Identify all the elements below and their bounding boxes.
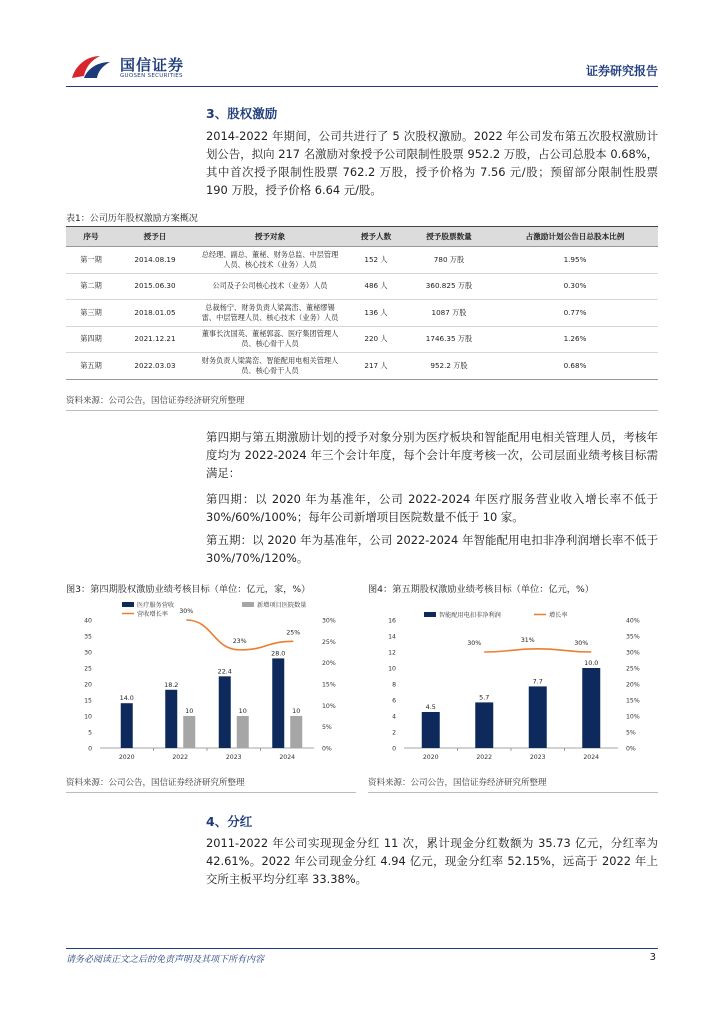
y2-tick-label: 10% xyxy=(322,702,336,710)
table-1-caption: 表1：公司历年股权激励方案概况 xyxy=(66,214,198,224)
y2-tick-label: 15% xyxy=(626,697,640,705)
bar-data-label: 22.4 xyxy=(217,667,232,676)
y2-tick-label: 25% xyxy=(322,638,336,646)
report-type: 证券研究报告 xyxy=(585,64,658,78)
section-3-title: 3、股权激励 xyxy=(206,106,278,121)
legend-label: 医疗服务营收 xyxy=(137,602,175,609)
figure-3-source-divider xyxy=(66,792,356,793)
line-data-label: 30% xyxy=(467,640,482,647)
y-tick-label: 20 xyxy=(84,681,92,689)
cell-object: 财务负责人梁嵩峦、智能配用电相关管理人员、核心骨干人员 xyxy=(194,353,346,380)
bar-data-label: 4.5 xyxy=(425,703,436,711)
bar-data-label: 10 xyxy=(185,707,194,715)
line-data-label: 30% xyxy=(574,640,589,647)
cell-shares: 360.825 万股 xyxy=(406,273,492,300)
legend-swatch xyxy=(122,602,134,607)
table-1-source: 资料来源：公司公告，国信证券经济研究所整理 xyxy=(66,396,245,406)
y-tick-label: 30 xyxy=(84,649,92,657)
footer-divider xyxy=(66,948,658,949)
y2-tick-label: 25% xyxy=(626,665,640,673)
cell-date: 2014.08.19 xyxy=(116,247,194,274)
bar-data-label: 28.0 xyxy=(271,649,286,658)
figure-4-source: 资料来源：公司公告，国信证券经济研究所整理 xyxy=(368,778,547,788)
y2-tick-label: 0% xyxy=(322,745,332,753)
header-divider xyxy=(66,86,658,87)
line-data-label: 25% xyxy=(286,629,301,637)
cell-count: 220 人 xyxy=(346,326,406,353)
bar xyxy=(237,716,249,748)
incentive-plan-table xyxy=(66,226,658,380)
section-3-paragraph: 2014-2022 年期间，公司共进行了 5 次股权激励。2022 年公司发布第五次股权激励计划公告，拟向 217 名激励对象授予公司限制性股票 952.2 万股，占公司总股本 0.68%，其中首次授予限制性股票 762.2 万股，授予价格为 7.56 元/股；预留部分限制性股票 190 万股，授予价格 6.64 元/股。 xyxy=(206,129,658,197)
page-header xyxy=(66,48,658,88)
bar-data-label: 18.2 xyxy=(164,680,179,689)
guosen-logo-icon xyxy=(70,52,112,82)
y-tick-label: 25 xyxy=(84,665,92,673)
bar-data-label: 7.7 xyxy=(532,677,543,686)
y-tick-label: 0 xyxy=(392,745,396,753)
company-name-cn: 国信证券 xyxy=(120,56,185,74)
cell-count: 217 人 xyxy=(346,353,406,380)
x-tick-label: 2020 xyxy=(118,754,135,761)
y-tick-label: 5 xyxy=(88,729,92,737)
cell-object: 董事长沈国英、董秘郭蕊、医疗集团管理人员、核心骨干人员 xyxy=(194,326,346,353)
y-tick-label: 16 xyxy=(388,617,396,625)
bar xyxy=(582,668,600,748)
y2-tick-label: 0% xyxy=(626,745,636,753)
cell-date: 2015.06.30 xyxy=(116,273,194,300)
cell-ratio: 1.95% xyxy=(492,247,658,274)
y2-tick-label: 40% xyxy=(626,617,640,625)
table-row xyxy=(66,273,658,300)
phase-4-paragraph: 第四期：以 2020 年为基准年，公司 2022-2024 年医疗服务营业收入增长率不低于 30%/60%/100%；每年公司新增项目医院数量不低于 10 家。 xyxy=(206,492,658,524)
figure-4-source-divider xyxy=(368,792,658,793)
cell-shares: 1746.35 万股 xyxy=(406,326,492,353)
cell-date: 2018.01.05 xyxy=(116,300,194,327)
cell-count: 136 人 xyxy=(346,300,406,327)
disclaimer-text: 请务必阅读正文之后的免责声明及其项下所有内容 xyxy=(66,955,265,965)
col-header-ratio: 占激励计划公告日总股本比例 xyxy=(492,227,658,247)
bar xyxy=(422,712,440,748)
table-row xyxy=(66,353,658,380)
cell-object: 总经理、副总、董秘、财务总监、中层管理人员、核心技术（业务）人员 xyxy=(194,247,346,274)
y2-tick-label: 15% xyxy=(322,681,336,689)
y-tick-label: 12 xyxy=(388,649,396,657)
y-tick-label: 15 xyxy=(84,697,92,705)
cell-no: 第五期 xyxy=(66,353,116,380)
table-row xyxy=(66,326,658,353)
bar xyxy=(219,676,231,748)
y2-tick-label: 10% xyxy=(626,713,640,721)
cell-count: 486 人 xyxy=(346,273,406,300)
figure-3-caption: 图3：第四期股权激励业绩考核目标（单位：亿元，家，%） xyxy=(66,584,311,595)
cell-shares: 1087 万股 xyxy=(406,300,492,327)
y2-tick-label: 5% xyxy=(322,724,332,732)
legend-label: 新增项目医院数量 xyxy=(257,602,307,609)
y2-tick-label: 30% xyxy=(626,649,640,657)
y2-tick-label: 20% xyxy=(322,660,336,668)
cell-date: 2021.12.21 xyxy=(116,326,194,353)
legend-swatch xyxy=(242,602,254,607)
cell-ratio: 1.26% xyxy=(492,326,658,353)
targets-paragraph: 第四期与第五期激励计划的授予对象分别为医疗板块和智能配用电相关管理人员，考核年度均为 2022-2024 年三个会计年度，每个会计年度考核一次，公司层面业绩考核目标需满足： xyxy=(206,430,658,480)
cell-ratio: 0.30% xyxy=(492,273,658,300)
bar xyxy=(475,702,493,748)
y-tick-label: 0 xyxy=(88,745,92,753)
bar xyxy=(272,658,284,748)
company-name-en: GUOSEN SECURITIES xyxy=(120,73,183,79)
figure-3-source: 资料来源：公司公告，国信证券经济研究所整理 xyxy=(66,778,245,788)
bar xyxy=(529,686,547,748)
y-tick-label: 35 xyxy=(84,633,92,641)
col-header-count: 授予人数 xyxy=(346,227,406,247)
y-tick-label: 6 xyxy=(392,697,396,705)
legend-swatch xyxy=(424,612,436,617)
bar xyxy=(165,690,177,748)
y2-tick-label: 20% xyxy=(626,681,640,689)
series-line xyxy=(186,620,293,650)
y-tick-label: 40 xyxy=(84,617,92,625)
bar xyxy=(183,716,195,748)
page-number: 3 xyxy=(649,952,656,963)
cell-ratio: 0.77% xyxy=(492,300,658,327)
legend-label: 增长率 xyxy=(549,612,568,619)
x-tick-label: 2023 xyxy=(225,754,242,761)
y-tick-label: 10 xyxy=(388,665,396,673)
col-header-no: 序号 xyxy=(66,227,116,247)
legend-label: 营收增长率 xyxy=(137,611,168,618)
x-tick-label: 2024 xyxy=(583,754,600,761)
y-tick-label: 8 xyxy=(392,681,396,689)
cell-no: 第三期 xyxy=(66,300,116,327)
col-header-date: 授予日 xyxy=(116,227,194,247)
col-header-object: 授予对象 xyxy=(194,227,346,247)
line-data-label: 30% xyxy=(179,608,194,615)
bar-data-label: 5.7 xyxy=(479,693,490,702)
table-1-source-divider xyxy=(66,410,658,411)
y-tick-label: 10 xyxy=(84,713,92,721)
bar-data-label: 10.0 xyxy=(584,659,599,667)
cell-ratio: 0.68% xyxy=(492,353,658,380)
bar xyxy=(290,716,302,748)
table-header-row xyxy=(66,227,658,247)
y-tick-label: 2 xyxy=(392,729,396,737)
y2-tick-label: 30% xyxy=(322,617,336,625)
y2-tick-label: 35% xyxy=(626,633,640,641)
series-line xyxy=(484,649,591,652)
cell-no: 第二期 xyxy=(66,273,116,300)
legend-label: 智能配用电扣非净利润 xyxy=(439,612,501,619)
cell-date: 2022.03.03 xyxy=(116,353,194,380)
figure-4-chart xyxy=(368,598,658,770)
cell-no: 第一期 xyxy=(66,247,116,274)
bar-data-label: 14.0 xyxy=(119,694,134,703)
cell-object: 总裁杨宁、财务负责人梁嵩峦、董秘缪锡雷、中层管理人员、核心技术（业务）人员 xyxy=(194,300,346,327)
bar xyxy=(121,703,133,748)
cell-no: 第四期 xyxy=(66,326,116,353)
section-4-title: 4、分红 xyxy=(206,814,253,829)
y2-tick-label: 5% xyxy=(626,729,636,737)
x-tick-label: 2020 xyxy=(422,754,439,761)
x-tick-label: 2023 xyxy=(529,754,546,761)
line-data-label: 31% xyxy=(520,636,535,644)
figure-4-caption: 图4：第五期股权激励业绩考核目标（单位：亿元，%） xyxy=(368,584,594,595)
x-tick-label: 2024 xyxy=(279,754,296,761)
y-tick-label: 4 xyxy=(392,713,396,721)
y-tick-label: 14 xyxy=(388,633,396,641)
x-tick-label: 2022 xyxy=(476,754,493,761)
bar-data-label: 10 xyxy=(292,707,301,715)
cell-shares: 780 万股 xyxy=(406,247,492,274)
col-header-shares: 授予股票数量 xyxy=(406,227,492,247)
phase-5-paragraph: 第五期：以 2020 年为基准年，公司 2022-2024 年智能配用电扣非净利润增长率不低于 30%/70%/120%。 xyxy=(206,533,658,565)
section-4-paragraph: 2011-2022 年公司实现现金分红 11 次，累计现金分红数额为 35.73 亿元，分红率为 42.61%。2022 年公司现金分红 4.94 亿元，现金分红率 52.15%，远高于 2022 年上交所主板平均分红率 33.38%。 xyxy=(206,836,658,886)
table-row xyxy=(66,247,658,274)
bar-data-label: 10 xyxy=(238,707,247,715)
table-row xyxy=(66,300,658,327)
cell-count: 152 人 xyxy=(346,247,406,274)
figure-3-chart xyxy=(66,598,356,770)
x-tick-label: 2022 xyxy=(172,754,189,761)
line-data-label: 23% xyxy=(232,637,247,645)
cell-object: 公司及子公司核心技术（业务）人员 xyxy=(194,273,346,300)
cell-shares: 952.2 万股 xyxy=(406,353,492,380)
